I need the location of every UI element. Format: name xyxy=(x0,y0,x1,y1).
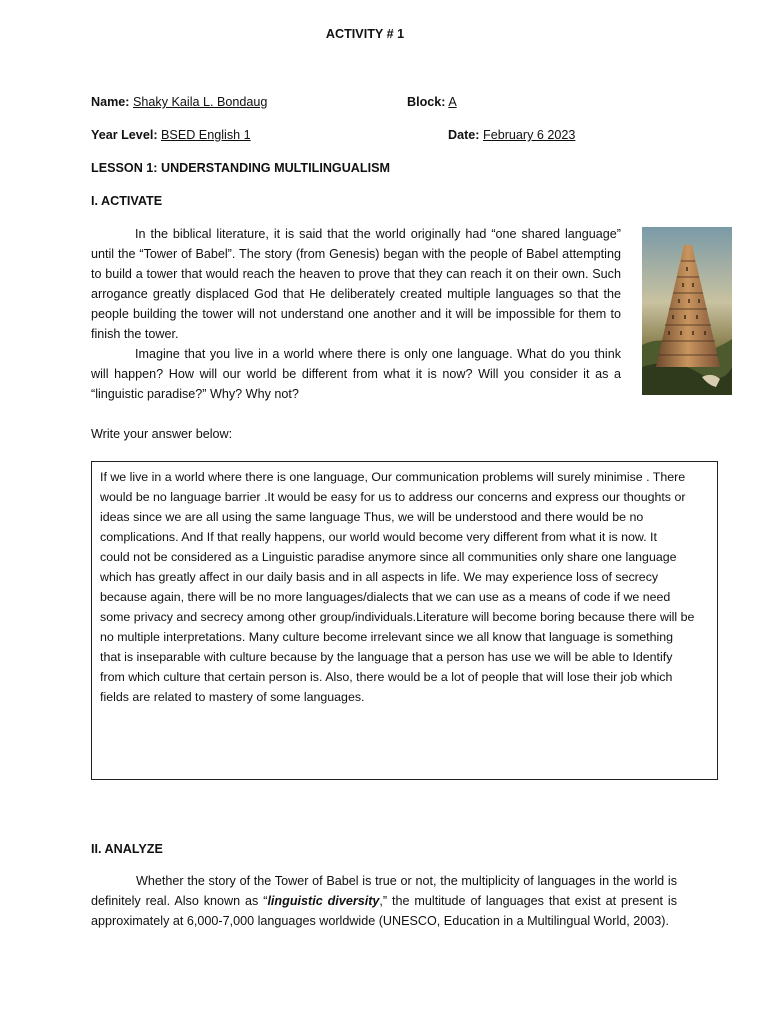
tower-of-babel-painting xyxy=(642,227,732,395)
answer-box[interactable] xyxy=(91,461,718,780)
block-value: A xyxy=(448,95,457,109)
analyze-text xyxy=(91,871,677,931)
section-heading-activate: I. ACTIVATE xyxy=(91,194,163,208)
answer-line: that is inseparable with culture because by the language that a person has use we will be able to Identify xyxy=(100,650,673,664)
answer-line: because again, there will be no more languages/dialects that we can use as a means of code if we need xyxy=(100,590,671,604)
answer-line: complications. And If that really happens, our world would become very different from what it is now. It xyxy=(100,530,657,544)
analyze-emphasis: linguistic diversity xyxy=(267,894,380,908)
date-field xyxy=(448,128,575,142)
answer-line: would be no language barrier .It would be easy for us to address our concerns and express our thoughts or xyxy=(100,490,686,504)
answer-line: could not be considered as a Linguistic paradise anymore since all communities only share one language xyxy=(100,550,677,564)
year-level-label: Year Level: xyxy=(91,128,158,142)
answer-line: ideas since we are all using the same language Thus, we will be understood and there would be no xyxy=(100,510,644,524)
year-level-field xyxy=(91,128,251,142)
name-label: Name: xyxy=(91,95,130,109)
name-field xyxy=(91,95,267,109)
analyze-part-1: Whether the story of the Tower of Babel is true or not, the multiplicity of languages in the world is definitely real. Also known as “ xyxy=(91,874,677,908)
block-field xyxy=(407,95,457,109)
answer-line: some privacy and secrecy among other group/individuals.Literature will become boring because there will be xyxy=(100,610,695,624)
block-label: Block: xyxy=(407,95,446,109)
activate-text xyxy=(91,224,621,404)
paragraph-tower-of-babel: In the biblical literature, it is said that the world originally had “one shared language” until the “Tower of Babel”. The story (from Genesis) began with the people of Babel attempting to build a tower that would reach the heaven to prove that they can reach it on their own. Such arrogance greatly displaced God that He deliberately created multiple languages so that the people building the tower will not understand one another and it will be impossible for them to finish the tower. xyxy=(91,227,621,341)
analyze-part-2: ,” the multitude of languages that exist at present is approximately at 6,000-7,000 languages worldwide (UNESCO, Education in a Multilingual World, 2003). xyxy=(91,894,677,928)
answer-line: from which culture that certain person is. Also, there would be a lot of people that will lose their job which xyxy=(100,670,673,684)
section-heading-analyze: II. ANALYZE xyxy=(91,842,163,856)
page-title: ACTIVITY # 1 xyxy=(325,27,405,41)
date-label: Date: xyxy=(448,128,480,142)
answer-line: no multiple interpretations. Many culture become irrelevant since we all know that language is something xyxy=(100,630,674,644)
answer-line: If we live in a world where there is one language, Our communication problems will surely minimise . There xyxy=(100,470,686,484)
answer-line: fields are related to mastery of some languages. xyxy=(100,690,365,704)
lesson-title: LESSON 1: UNDERSTANDING MULTILINGUALISM xyxy=(91,161,390,175)
paragraph-linguistic-diversity xyxy=(91,871,677,931)
name-value: Shaky Kaila L. Bondaug xyxy=(133,95,268,109)
paragraph-question: Imagine that you live in a world where there is only one language. What do you think will happen? How will our world be different from what it is now? Will you consider it as a “linguistic paradise?” Why? Why not? xyxy=(91,347,621,401)
tower-of-babel-image xyxy=(642,227,732,395)
year-level-value: BSED English 1 xyxy=(161,128,251,142)
answer-prompt: Write your answer below: xyxy=(91,427,233,441)
date-value: February 6 2023 xyxy=(483,128,576,142)
answer-line: which has greatly affect in our daily basis and in all aspects in life. We may experience loss of secrecy xyxy=(100,570,659,584)
